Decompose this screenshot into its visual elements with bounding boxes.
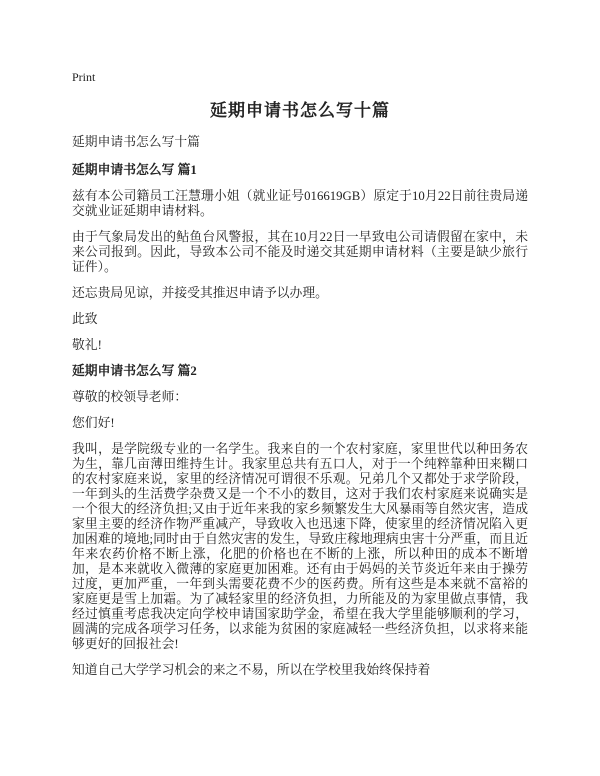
section-1-heading: 延期申请书怎么写 篇1 <box>72 163 197 177</box>
document-content <box>72 68 528 678</box>
section-1-paragraph: 兹有本公司籍员工汪慧珊小姐（就业证号016619GB）原定于10月22日前往贵局递交就业证延期申请材料。 <box>72 189 528 218</box>
section-2-salutation: 尊敬的校领导老师： <box>72 390 188 404</box>
section-1-regards: 敬礼! <box>72 338 102 352</box>
section-1-paragraph: 由于气象局发出的鲇鱼台风警报，其在10月22日一早致电公司请假留在家中，未来公司报到。因此，导致本公司不能及时递交其延期申请材料（主要是缺少旅行证件）。 <box>72 230 528 274</box>
page-subtitle: 延期申请书怎么写十篇 <box>72 135 200 149</box>
section-2-heading: 延期申请书怎么写 篇2 <box>72 364 197 378</box>
section-1-salute: 此致 <box>72 312 98 326</box>
page-title: 延期申请书怎么写十篇 <box>210 101 390 120</box>
section-2-paragraph: 我叫，是学院级专业的一名学生。我来自的一个农村家庭，家里世代以种田务农为生，靠几亩薄田维持生计。我家里总共有五口人，对于一个纯粹靠种田来糊口的农村家庭来说，家里的经济情况可谓很不乐观。兄弟几个又都处于求学阶段，一年到头的生活费学杂费又是一个不小的数目，这对于我们农村家庭来说确实是一个很大的经济负担;又由于近年来我的家乡频繁发生大风暴雨等自然灾害，造成家里主要的经济作物严重减产，导致收入也迅速下降，使家里的经济情况陷入更加困难的境地;同时由于自然灾害的发生，导致庄稼地理病虫害十分严重，而且近年来农药价格不断上涨，化肥的价格也在不断的上涨，所以种田的成本不断增加，是本来就收入微薄的家庭更加困难。还有由于妈妈的关节炎近年来由于操劳过度，更加严重，一年到头需要花费不少的医药费。所有这些是本来就不富裕的家庭更是雪上加霜。为了减轻家里的经济负担，力所能及的为家里做点事情，我经过慎重考虑我决定向学校申请国家助学金，希望在我大学里能够顺利的学习，圆满的完成各项学习任务，以求能为贫困的家庭减轻一些经济负担，以求将来能够更好的回报社会! <box>72 442 528 651</box>
section-2-paragraph: 知道自己大学学习机会的来之不易，所以在学校里我始终保持着 <box>72 663 431 677</box>
section-1-paragraph: 还忘贵局见谅，并接受其推迟申请予以办理。 <box>72 286 328 300</box>
print-link[interactable]: Print <box>72 70 96 84</box>
section-2-greeting: 您们好! <box>72 416 115 430</box>
